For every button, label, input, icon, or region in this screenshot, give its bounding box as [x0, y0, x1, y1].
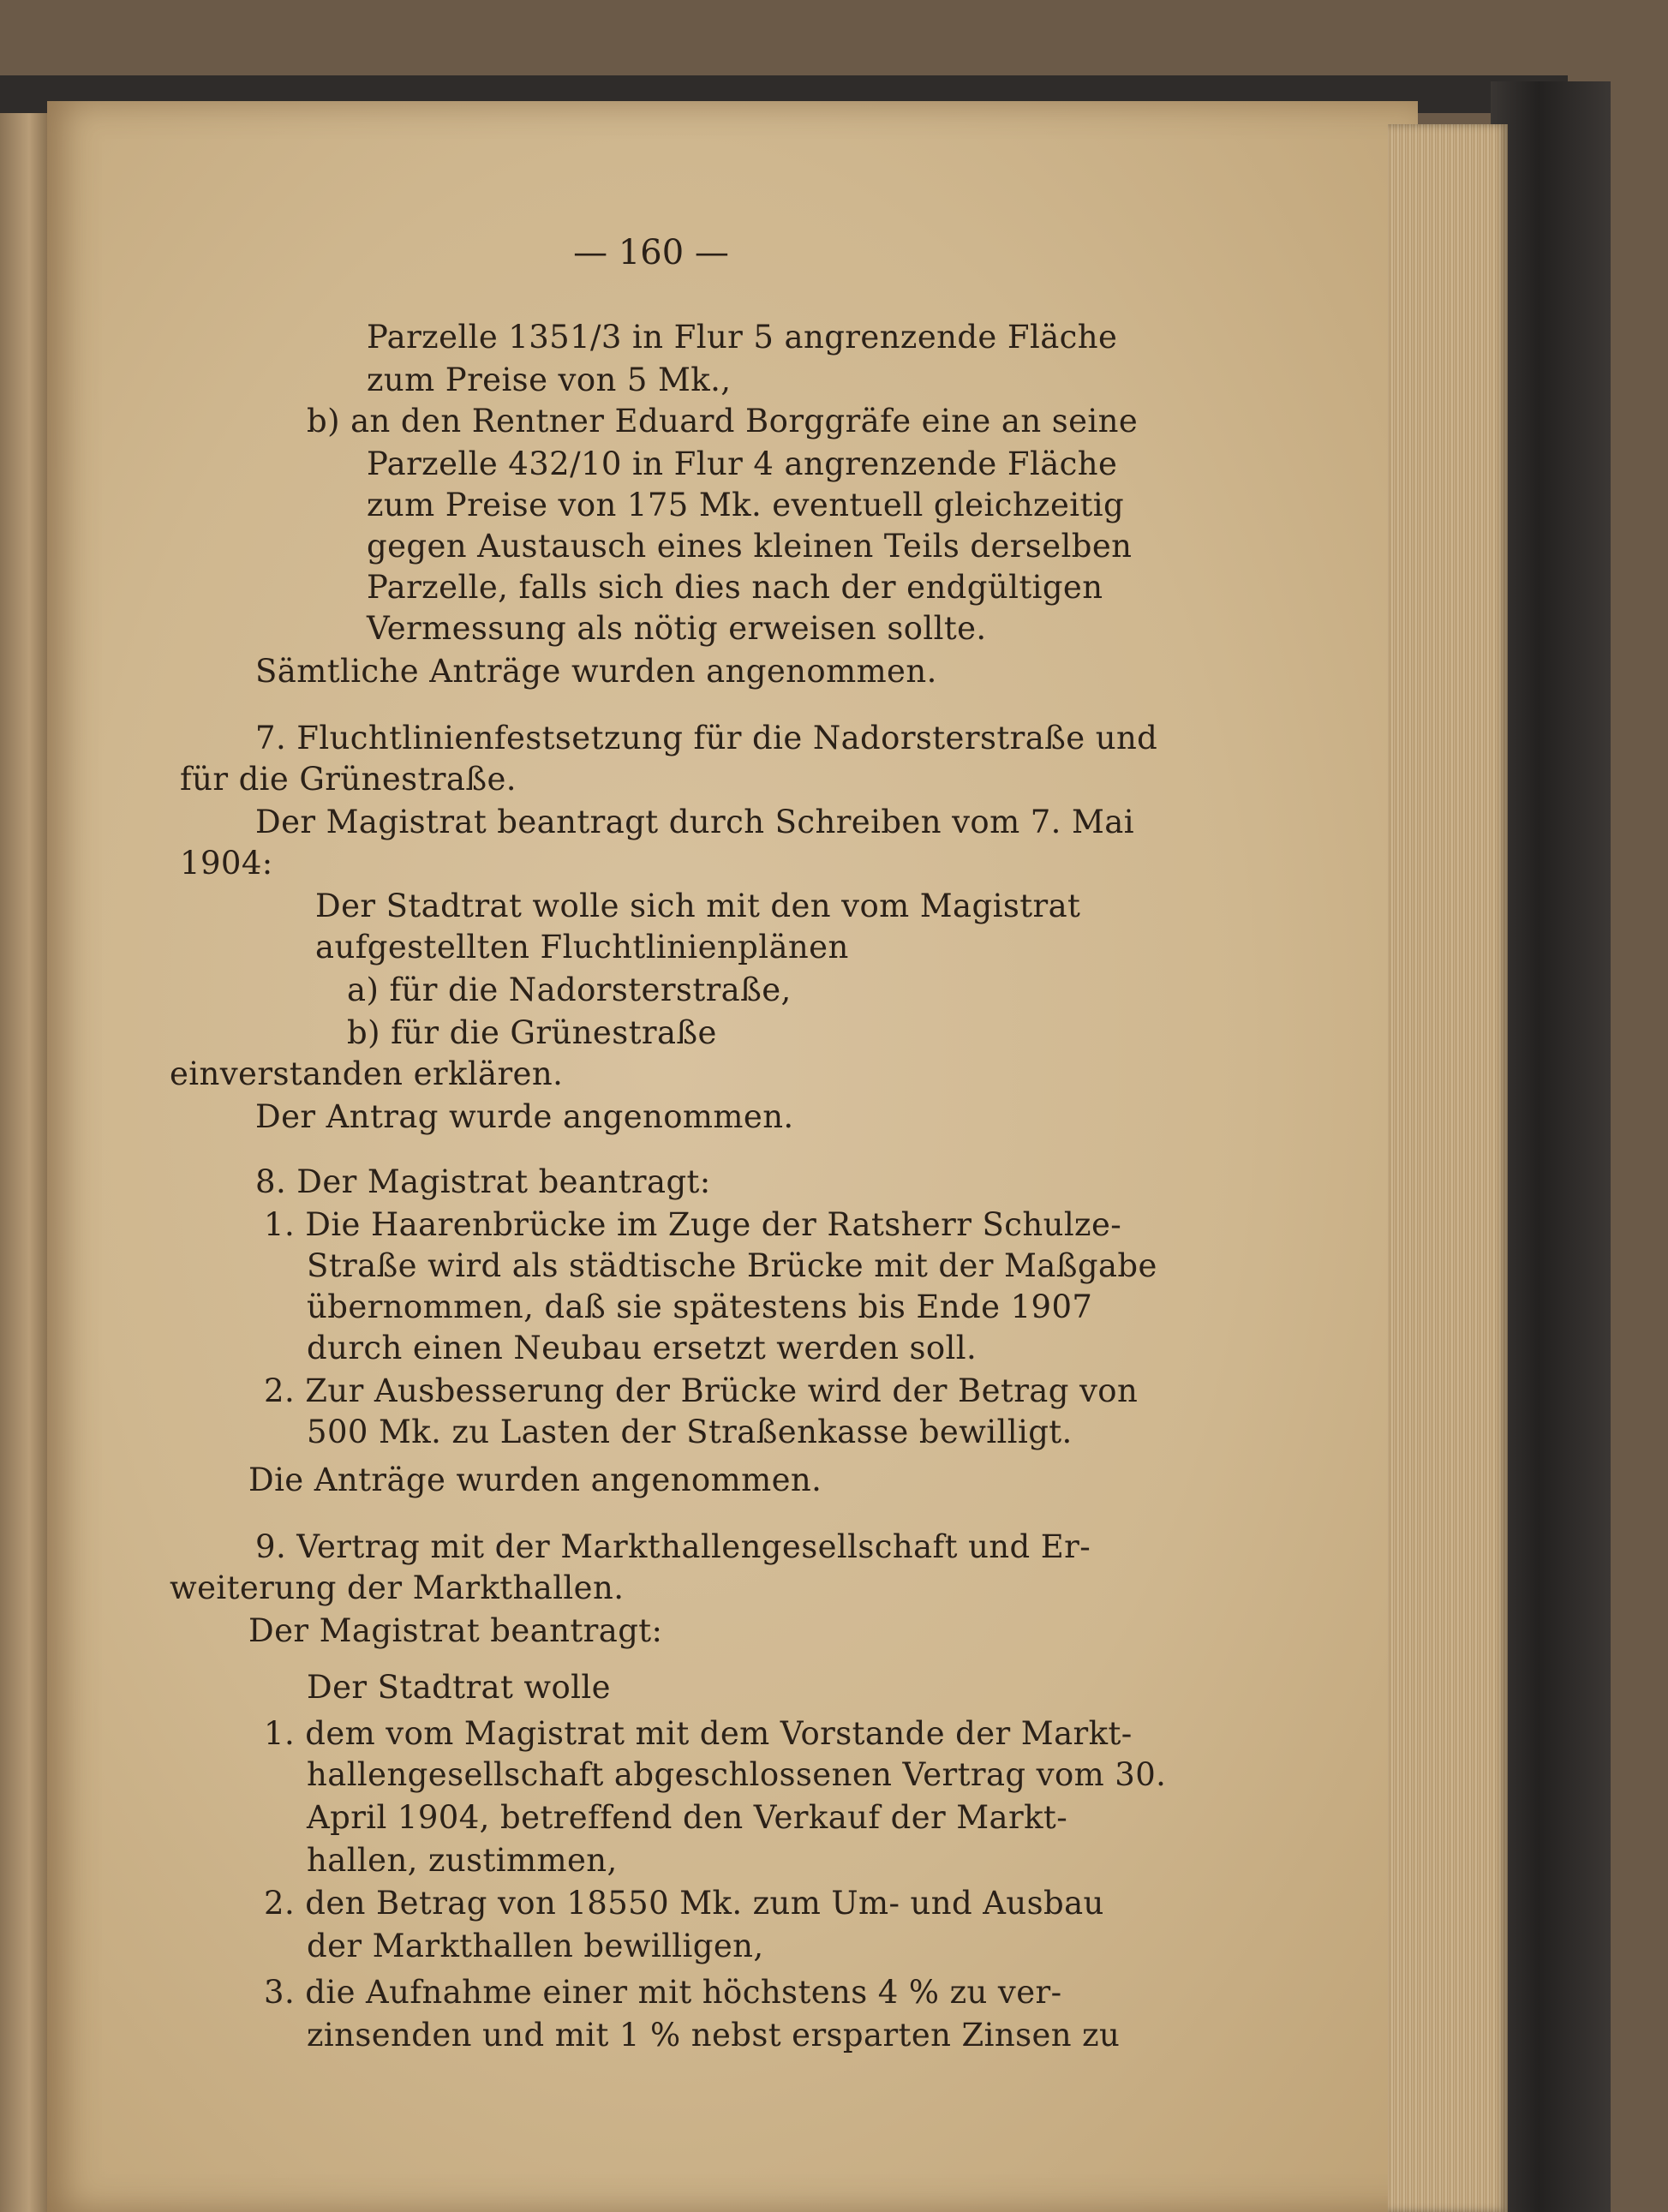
text-line: Der Stadtrat wolle sich mit den vom Magistrat [315, 888, 1081, 924]
text-line: Der Magistrat beantragt: [248, 1612, 663, 1649]
text-line: gegen Austausch eines kleinen Teils derselben [367, 528, 1133, 565]
text-line: 1. dem vom Magistrat mit dem Vorstande der Markt- [264, 1715, 1133, 1752]
text-line: 3. die Aufnahme einer mit höchstens 4 % zu ver- [264, 1974, 1062, 2011]
text-line: Parzelle 432/10 in Flur 4 angrenzende Fläche [367, 445, 1118, 482]
text-line: zum Preise von 5 Mk., [367, 362, 732, 398]
text-line: Parzelle 1351/3 in Flur 5 angrenzende Fläche [367, 319, 1118, 356]
text-line: hallen, zustimmen, [307, 1842, 618, 1879]
text-line: 2. den Betrag von 18550 Mk. zum Um- und Ausbau [264, 1885, 1104, 1922]
text-line: Der Antrag wurde angenommen. [255, 1098, 794, 1135]
text-line: 500 Mk. zu Lasten der Straßenkasse bewilligt. [307, 1414, 1073, 1450]
text-line: Der Magistrat beantragt durch Schreiben vom 7. Mai [255, 804, 1134, 840]
text-line: Der Stadtrat wolle [307, 1669, 611, 1706]
text-line: übernommen, daß sie spätestens bis Ende 1907 [307, 1288, 1093, 1325]
section-heading: 9. Vertrag mit der Markthallengesellschaft und Er- [255, 1528, 1091, 1565]
text-line: einverstanden erklären. [170, 1055, 564, 1092]
text-line: Parzelle, falls sich dies nach der endgültigen [367, 569, 1103, 606]
text-line: Straße wird als städtische Brücke mit der Maßgabe [307, 1247, 1157, 1284]
text-line: a) für die Nadorsterstraße, [347, 971, 792, 1008]
text-line: b) an den Rentner Eduard Borggräfe eine an seine [307, 403, 1139, 439]
text-line: Die Anträge wurden angenommen. [248, 1462, 822, 1498]
section-heading: 8. Der Magistrat beantragt: [255, 1163, 711, 1200]
text-line: der Markthallen bewilligen, [307, 1928, 764, 1964]
text-line: aufgestellten Fluchtlinienplänen [315, 929, 849, 966]
text-line: 2. Zur Ausbesserung der Brücke wird der Betrag von [264, 1372, 1139, 1409]
text-line: 1. Die Haarenbrücke im Zuge der Ratsherr Schulze- [264, 1206, 1122, 1243]
text-line: weiterung der Markthallen. [170, 1569, 625, 1606]
text-line: zinsenden und mit 1 % nebst ersparten Zinsen zu [307, 2017, 1121, 2054]
section-heading: 7. Fluchtlinienfestsetzung für die Nadorsterstraße und [255, 720, 1158, 756]
page-number: — 160 — [573, 233, 729, 272]
text-line: durch einen Neubau ersetzt werden soll. [307, 1330, 977, 1366]
text-line: hallengesellschaft abgeschlossenen Vertrag vom 30. [307, 1756, 1167, 1793]
text-line: zum Preise von 175 Mk. eventuell gleichzeitig [367, 487, 1125, 523]
text-line: April 1904, betreffend den Verkauf der Markt- [307, 1799, 1068, 1836]
text-line: 1904: [180, 845, 273, 882]
text-line: b) für die Grünestraße [347, 1014, 717, 1051]
text-line: Sämtliche Anträge wurden angenommen. [255, 653, 937, 690]
text-line: für die Grünestraße. [180, 761, 517, 798]
text-line: Vermessung als nötig erweisen sollte. [367, 610, 987, 647]
